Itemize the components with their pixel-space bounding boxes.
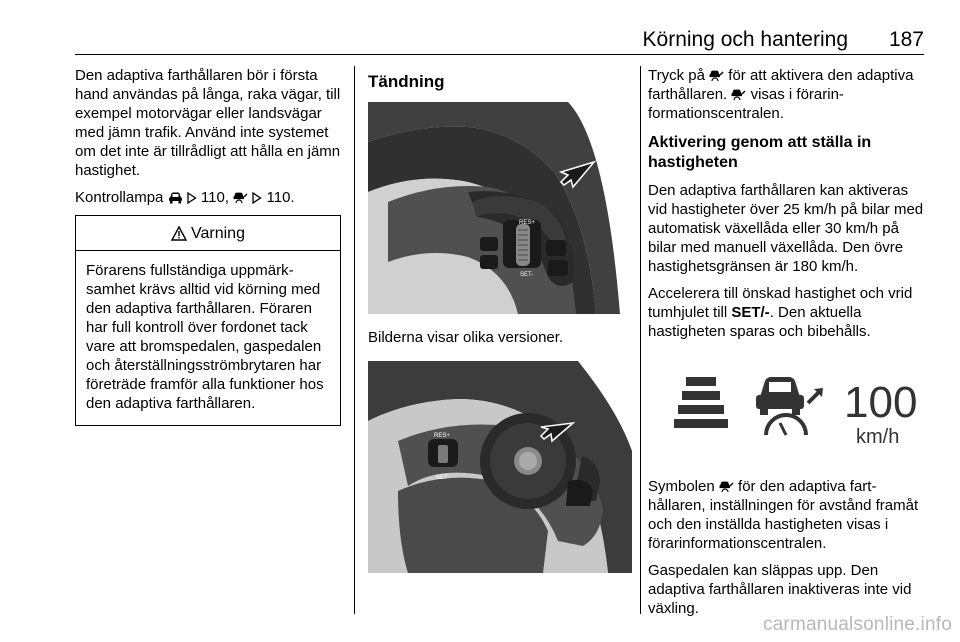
cluster-display-image <box>648 355 924 463</box>
warning-triangle-icon <box>171 226 187 241</box>
intro-paragraph: Den adaptiva farthållaren bör i första hand användas på långa, raka vägar, till exempel motorvägar eller landsvägar med jämn trafik. Använd inte systemet om det inte är tillrådligt att hålla en jämn hastighet. <box>75 67 341 179</box>
warning-title: Varning <box>191 224 245 242</box>
car-icon <box>168 191 183 204</box>
indicator-line <box>75 188 341 207</box>
steering-wheel-image-1 <box>368 102 632 314</box>
steering-wheel-figure-1 <box>368 102 632 314</box>
adaptive-cruise-icon <box>719 480 734 493</box>
warning-header <box>76 216 340 251</box>
set-minus-label: SET/- <box>731 304 770 321</box>
adaptive-cruise-icon <box>233 191 248 204</box>
set-speed-text-end: . Den aktuella hastigheten sparas och bibehålls. <box>648 304 871 340</box>
set-label: SET- <box>520 272 534 278</box>
distance-bar-3 <box>678 405 724 414</box>
speed-unit: km/h <box>856 426 900 448</box>
warning-box <box>75 215 341 426</box>
subsection-title: Aktivering genom att ställa in hastigheten <box>648 134 872 171</box>
steering-wheel-figure-2 <box>368 361 632 573</box>
header-rule <box>75 54 924 55</box>
cluster-display-figure <box>648 355 924 463</box>
speed-range-paragraph: Den adaptiva farthållaren kan aktiveras vid hastigheter över 25 km/h på bilar med automatisk växellåda eller 30 km/h på bilar med manuell växellåda. Den övre hastighetsgränsen är 180 km/h. <box>648 182 924 275</box>
page-number: 187 <box>888 28 924 51</box>
set-speed-text-start: Accelerera till önskad hastighet och vrid tumhjulet till <box>648 285 913 321</box>
column-divider-2 <box>640 66 641 614</box>
column-left <box>75 66 341 426</box>
set-speed-value: 100 <box>844 378 918 427</box>
pedal-paragraph: Gaspedalen kan släppas upp. Den adaptiva farthållaren inaktiveras inte vid växling. <box>648 562 912 617</box>
adaptive-cruise-icon <box>709 69 724 82</box>
section-title: Tändning <box>368 72 445 91</box>
page-header-title: Körning och hantering <box>642 28 848 51</box>
symbol-text-end: för den adaptiva farthållaren, inställningen för avstånd framåt och den inställda hastigheten visas i förarinformationscentralen. <box>648 478 919 552</box>
set-speed-paragraph <box>648 284 928 341</box>
activation-paragraph <box>648 66 928 123</box>
activation-text-mid: för att aktivera den adaptiva farthållaren. <box>648 67 914 103</box>
page-reference-icon <box>187 192 197 204</box>
indicator-label: Kontrollampa <box>75 189 164 206</box>
res-label-2: RES+ <box>434 433 450 439</box>
adaptive-cruise-icon <box>731 88 746 101</box>
distance-bar-4 <box>674 419 728 428</box>
watermark: carmanualsonline.info <box>762 614 952 635</box>
page-reference-icon <box>252 192 262 204</box>
symbol-text-start: Symbolen <box>648 478 715 495</box>
column-divider-1 <box>354 66 355 614</box>
activation-text-start: Tryck på <box>648 67 705 84</box>
warning-body: Förarens fullständiga uppmärksamhet krävs alltid vid körning med den adaptiva farthållaren. Föraren har full kontroll över fordonet tack vare att bromspedalen, gaspedalen och återställningsströmbrytaren har företräde framför alla funktioner hos den adaptiva farthållaren. <box>86 262 324 412</box>
activation-text-end: visas i förarinformationscentralen. <box>648 86 844 122</box>
set-label-2: SET- <box>436 475 450 481</box>
distance-bar-2 <box>682 391 720 400</box>
steering-wheel-image-2 <box>368 361 632 573</box>
distance-bar-1 <box>686 377 716 386</box>
column-right <box>648 66 928 626</box>
indicator-reference-1: 110, <box>200 189 229 206</box>
res-label: RES+ <box>519 220 535 226</box>
symbol-paragraph <box>648 477 928 553</box>
column-middle <box>368 66 632 573</box>
indicator-reference-2: 110. <box>266 189 295 206</box>
figure-caption: Bilderna visar olika versioner. <box>368 329 564 346</box>
